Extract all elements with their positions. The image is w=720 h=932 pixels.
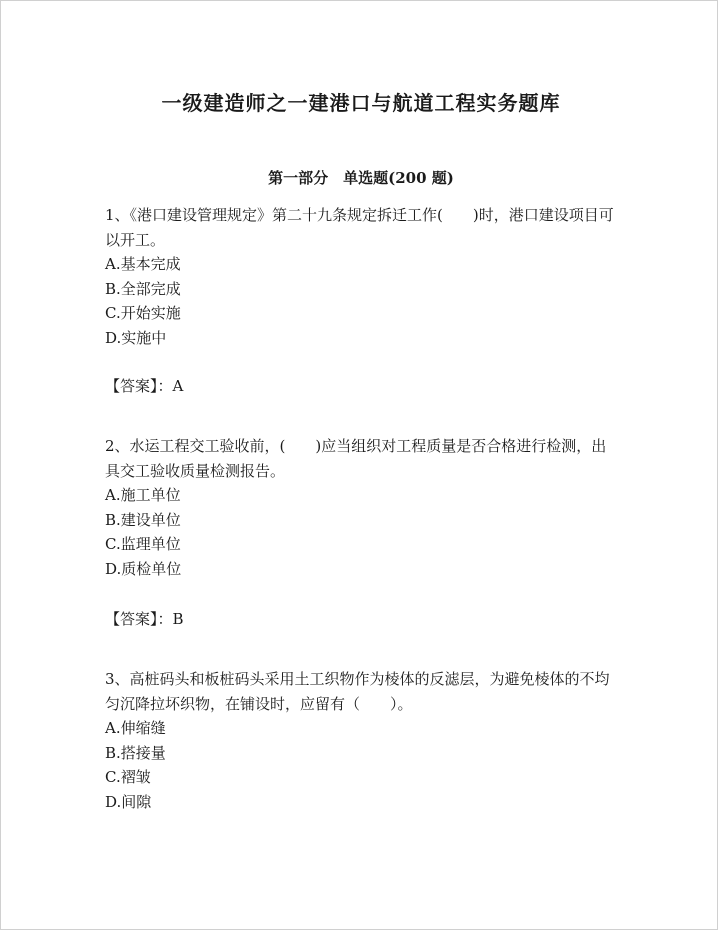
option-c: C.褶皱: [105, 768, 151, 786]
question-1: [105, 203, 615, 350]
question-3: [105, 667, 615, 814]
option-b: B.搭接量: [105, 743, 166, 762]
option-b: B.全部完成: [105, 279, 181, 298]
option-d: D.间隙: [105, 792, 152, 811]
option-c: C.监理单位: [105, 535, 181, 553]
answer-1: 【答案】：A: [105, 377, 184, 395]
answer-2: 【答案】：B: [105, 610, 184, 628]
document-title: 一级建造师之一建港口与航道工程实务题库: [161, 91, 561, 115]
option-b: B.建设单位: [105, 510, 181, 529]
question-stem: 1、《港口建设管理规定》第二十九条规定拆迁工作( )时，港口建设项目可以开工。: [105, 206, 614, 249]
option-a: A.施工单位: [105, 486, 181, 504]
question-stem: 2、水运工程交工验收前，( )应当组织对工程质量是否合格进行检测，出具交工验收质量检测报告。: [105, 437, 607, 480]
option-c: C.开始实施: [105, 304, 181, 322]
option-a: A.伸缩缝: [105, 719, 166, 737]
section-heading: 第一部分 单选题(200 题): [268, 169, 454, 187]
option-a: A.基本完成: [105, 255, 181, 273]
option-d: D.实施中: [105, 328, 167, 347]
option-d: D.质检单位: [105, 559, 182, 578]
question-stem: 3、高桩码头和板桩码头采用土工织物作为棱体的反滤层，为避免棱体的不均匀沉降拉坏织物，在铺设时，应留有（ ）。: [105, 670, 610, 713]
question-2: [105, 434, 615, 581]
